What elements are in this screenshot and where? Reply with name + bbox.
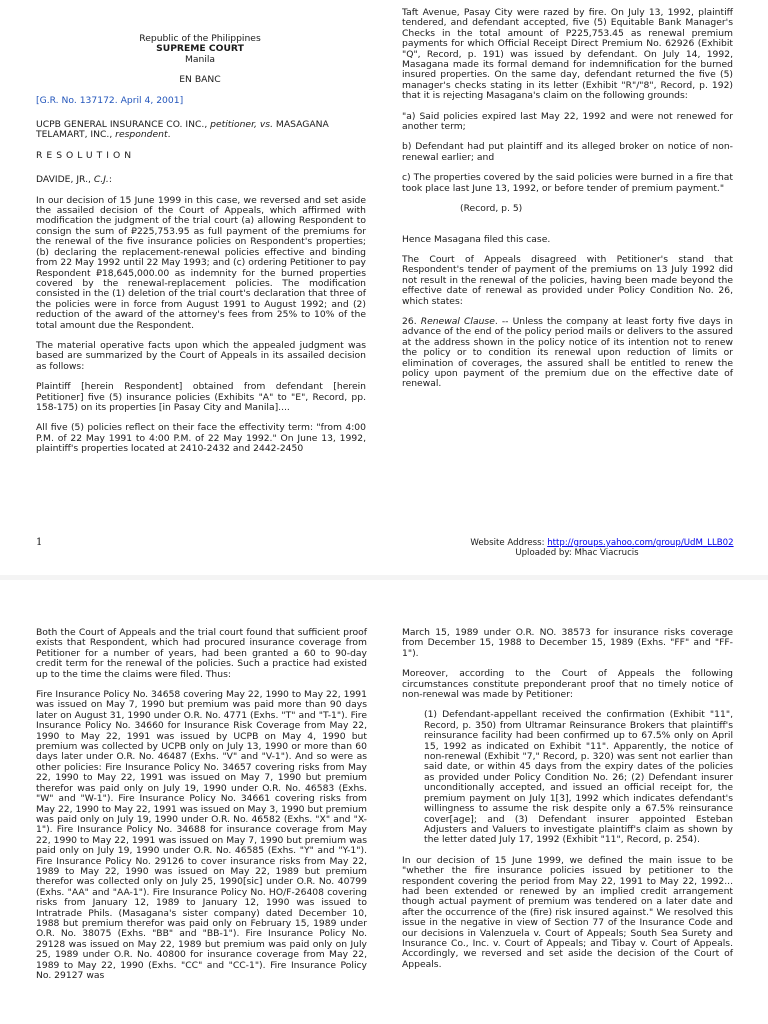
court-header [36,34,300,86]
clause-number: 26. [402,315,421,327]
circumstances-list: (1) Defendant-appellant received the confirmation (Exhibit "11", Record, p. 350) from Ultramar Reinsurance Brokers that plaintiff's reinsurance facility had been confirmed up to 67.5% only on April 15, 1992 as indicated on Exhibit "11". Apparently, the notice of non-renewal (Exhibit "7," Record, p. 320) was sent not earlier than said date, or within 45 days from the expiry dates of the policies as provided under Policy Condition No. 26; (2) Defendant insurer unconditionally accepted, and issued an official receipt for, the premium payment on July 1[3], 1992 which indicates defendant's willingness to assume the risk despite only a 67.5% reinsurance cover[age]; and (3) Defendant insurer appointed Esteban Adjusters and Valuers to investigate plaintiff's claim as shown by the letter dated July 17, 1992 (Exhibit "11", Record, p. 254). [424,709,733,846]
paragraph: The Court of Appeals disagreed with Petitioner's stand that Respondent's tender of payment of the premiums on 13 July 1992 did not result in the renewal of the policies, having been made beyond the effective date of renewal as provided under Policy Condition No. 26, which states: [402,253,733,307]
website-line [462,538,742,548]
paragraph: Both the Court of Appeals and the trial court found that sufficient proof exists that Respondent, which had procured insurance coverage from Petitioner for a number of years, had been granted a 60 to 90-day credit term for the renewal of the policies. Such a practice had existed up to the time the claims were filed. Thus: [36,627,367,680]
paragraph: Hence Masagana filed this case. [402,233,551,245]
court-name: SUPREME COURT [156,43,244,55]
respondent-role: respondent [115,129,168,141]
paragraph: In our decision of 15 June 1999, we defined the main issue to be "whether the fire insurance policies issued by petitioner to the respondent covering the period from May 22, 1991 to May 22, 1992... had been extended or renewed by an implied credit arrangement though actual payment of premium was tendered on a later date and after the occurrence of the (fire) risk insured against." We resolved this issue in the negative in view of Section 77 of the Insurance Code and our decisions in Valenzuela v. Court of Appeals; South Sea Surety and Insurance Co., Inc. v. Court of Appeals; and Tibay v. Court of Appeals. Accordingly, we reversed and set aside the decision of the Court of Appeals. [402,854,733,970]
paragraph: Fire Insurance Policy No. 34658 covering May 22, 1990 to May 22, 1991 was issued on May 7, 1990 but premium was paid more than 90 days later on August 31, 1990 under O.R. No. 4771 (Exhs. "T" and "T-1"). Fire Insurance Policy No. 34660 for Insurance Risk Coverage from May 22, 1990 to May 22, 1991 was issued by UCPB on May 4, 1990 but premium was collected by UCPB only on July 13, 1990 or more than 60 days later under O.R. No. 46487 (Exhs. "V" and "V-1"). And so were as other policies: Fire Insurance Policy No. 34657 covering risks from May 22, 1990 to May 22, 1991 was issued on May 7, 1990 but premium therefor was paid only on July 19, 1990 under O.R. No. 46583 (Exhs. "W" and "W-1"). Fire Insurance Policy No. 34661 covering risks from May 22, 1990 to May 22, 1991 was issued on May 3, 1990 but premium was paid only on July 19, 1990 under O.R. No. 46582 (Exhs. "X" and "X-1"). Fire Insurance Policy No. 34688 for insurance coverage from May 22, 1990 to May 22, 1991 was issued on May 7, 1990 but premium was paid only on July 19, 1990 under O.R. No. 46585 (Exhs. "Y" and "Y-1"). Fire Insurance Policy No. 29126 to cover insurance risks from May 22, 1989 to May 22, 1990 was issued on May 22, 1989 but premium therefor was collected only on July 25, 1990[sic] under O.R. No. 40799 (Exhs. "AA" and "AA-1"). Fire Insurance Policy No. HO/F-26408 covering risks from January 12, 1989 to January 12, 1990 was issued to Intratrade Phils. (Masagana's sister company) dated December 10, 1988 but premium therefor was paid only on February 15, 1989 under O.R. No. 38075 (Exhs. "BB" and "BB-1"). Fire Insurance Policy No. 29128 was issued on May 22, 1989 but premium was paid only on July 25, 1989 under O.R. No. 40800 for insurance coverage from May 22, 1989 to May 22, 1990 (Exhs. "CC" and "CC-1"). Fire Insurance Policy No. 29127 was [36,689,367,981]
author-suffix: : [108,174,112,186]
renewal-clause [402,317,733,390]
republic-line: Republic of the Philippines [139,33,261,44]
gr-number: [G.R. No. 137172. April 4, 2001] [36,94,184,106]
uploaded-by: Uploaded by: Mhac Viacrucis [515,548,639,558]
page2-left-column [36,628,367,991]
paragraph: Taft Avenue, Pasay City were razed by fire. On July 13, 1992, plaintiff tendered, and defendant accepted, five (5) Equitable Bank Manager's Checks in the total amount of P225,753.45 as renewal premium payments for which Official Receipt Direct Premium No. 62926 (Exhibit "Q", Record, p. 191) was issued by defendant. On July 14, 1992, Masagana made its formal demand for indemnification for the burned insured properties. On the same day, defendant returned the five (5) manager's checks stating in its letter (Exhibit "R"/"8", Record, p. 192) that it is rejecting Masagana's claim on the following grounds: [402,7,733,102]
page-number: 1 [36,537,43,548]
court-city: Manila [184,53,216,65]
paragraph: b) Defendant had put plaintiff and its alleged broker on notice of non-renewal earlier; and [402,141,733,163]
website-link[interactable]: http://groups.yahoo.com/group/UdM_LLB02 [547,538,734,548]
record-reference: (Record, p. 5) [460,203,523,215]
document-page-2 [0,580,768,1024]
resolution-heading: RESOLUTION [36,149,136,161]
page-footer [462,538,742,558]
parties-end: . [167,129,171,141]
website-label: Website Address: [470,538,548,548]
author-name: DAVIDE, JR., [36,174,94,186]
versus-text: , vs. [254,119,276,131]
paragraph: March 15, 1989 under O.R. NO. 38573 for insurance risks coverage from December 15, 1988 to December 15, 1989 (Exhs. "FF" and "FF-1"). [402,627,733,659]
page1-left-column [36,34,366,465]
paragraph: In our decision of 15 June 1999 in this case, we reversed and set aside the assailed decision of the Court of Appeals, which affirmed with modification the judgment of the trial court (a) allowing Respondent to consign the sum of ₽225,753.95 as full payment of the premiums for the renewal of the five insurance policies on Respondent's properties; (b) declaring the replacement-renewal policies effective and binding from 22 May 1992 until 22 May 1993; and (c) ordering Petitioner to pay Respondent ₽18,645,000.00 as indemnity for the burned properties covered by the renewal-replacement policies. The modification consisted in the (1) deletion of the trial court's declaration that three of the policies were in force from August 1991 to August 1992; and (2) reduction of the award of the attorney's fees from 25% to 10% of the total amount due the Respondent. [36,194,366,331]
petitioner-role: petitioner [210,119,254,131]
paragraph: The material operative facts upon which the appealed judgment was based are summarized by the Court of Appeals in its assailed decision as follows: [36,339,366,372]
en-banc-label: EN BANC [179,74,221,86]
author-title: C.J. [93,174,109,186]
case-parties [36,120,366,141]
paragraph: Plaintiff [herein Respondent] obtained from defendant [herein Petitioner] five (5) insurance policies (Exhibits "A" to "E", Record, pp. 158-175) on its properties [in Pasay City and Manila].... [36,381,366,413]
paragraph: "a) Said policies expired last May 22, 1992 and were not renewed for another term; [402,110,733,133]
clause-title: Renewal Clause [420,315,495,327]
paragraph: Moreover, according to the Court of Appeals the following circumstances constitute preponderant proof that no timely notice of non-renewal was made by Petitioner: [402,668,733,701]
page1-right-column [402,8,733,400]
petitioner-name: UCPB GENERAL INSURANCE CO. INC., [36,119,211,131]
clause-text: . -- Unless the company at least forty five days in advance of the end of the policy period mails or delivers to the assured at the address shown in the policy notice of its intention not to renew the policy or to condition its renewal upon reduction of limits or elimination of coverages, the assured shall be entitled to renew the policy upon payment of the premium due on the effective date of renewal. [402,315,733,390]
paragraph: c) The properties covered by the said policies were burned in a fire that took place last June 13, 1992, or before tender of premium payment." [402,172,733,194]
page2-right-column [402,628,733,980]
paragraph: All five (5) policies reflect on their face the effectivity term: "from 4:00 P.M. of 22 May 1991 to 4:00 P.M. of 22 May 1992." On June 13, 1992, plaintiff's properties located at 2410-2432 and 2442-2450 [36,422,366,455]
author-line [36,175,366,185]
respondent-name: MASAGANA TELAMART, INC., [36,119,329,141]
